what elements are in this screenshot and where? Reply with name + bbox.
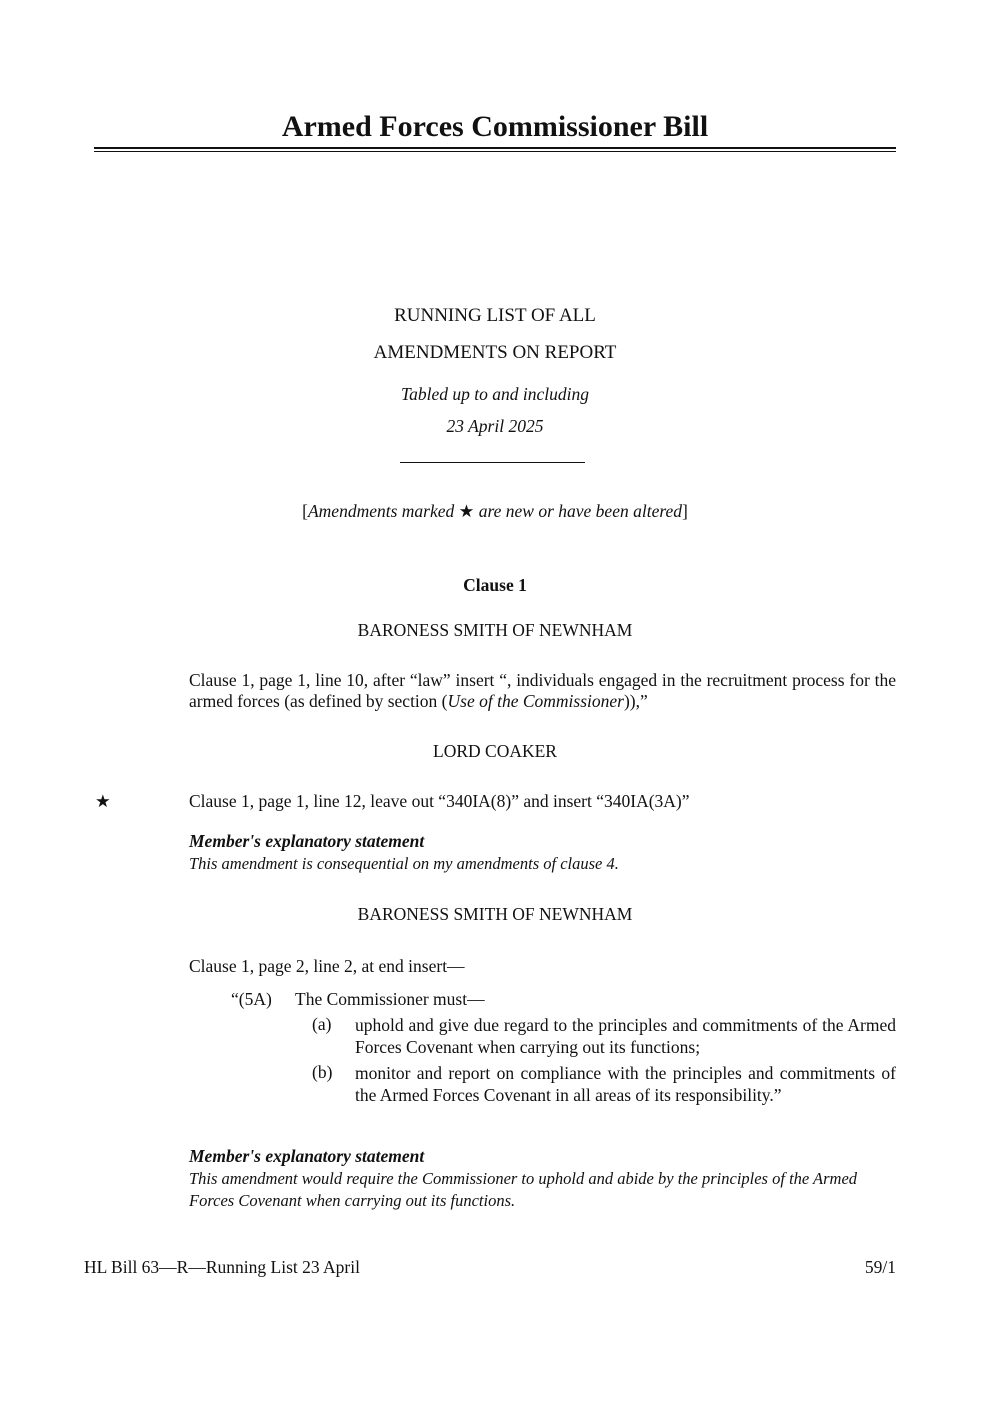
member-name: BARONESS SMITH OF NEWNHAM — [357, 904, 633, 924]
statement-heading: Member's explanatory statement — [189, 831, 425, 851]
amendment-text: Clause 1, page 1, line 10, after “law” insert “, individuals engaged in the recruitment process for the armed forces (as defined by section (Use of the Commissioner)),” — [189, 670, 896, 711]
amendment-text: Clause 1, page 1, line 12, leave out “340IA(8)” and insert “340IA(3A)” — [189, 791, 690, 811]
title-rule-thin — [94, 151, 896, 152]
item-label: (b) — [312, 1062, 333, 1082]
explanatory-statement: This amendment would require the Commissioner to uphold and abide by the principles of the Armed Forces Covenant when carrying out its functions. — [189, 1169, 858, 1210]
divider — [400, 462, 585, 463]
tabled-text: Tabled up to and including — [401, 384, 589, 404]
star-icon: ★ — [95, 791, 111, 811]
subsection-label: “(5A) — [231, 989, 272, 1009]
statement-heading: Member's explanatory statement — [189, 1146, 425, 1166]
clause-heading: Clause 1 — [463, 575, 527, 595]
footer-page-number: 59/1 — [864, 1257, 896, 1277]
amendment-text: Clause 1, page 2, line 2, at end insert— — [189, 956, 465, 976]
item-text: uphold and give due regard to the principles and commitments of the Armed Forces Covenant when carrying out its functions; — [355, 1015, 896, 1057]
member-name: LORD COAKER — [433, 741, 557, 761]
tabled-date: 23 April 2025 — [446, 416, 544, 436]
footer-bill-ref: HL Bill 63—R—Running List 23 April — [84, 1257, 360, 1277]
star-icon: ★ — [458, 501, 475, 521]
member-name: BARONESS SMITH OF NEWNHAM — [357, 620, 633, 640]
subsection-text: The Commissioner must— — [295, 989, 485, 1009]
notice: [Amendments marked ★ are new or have been altered] — [302, 501, 688, 521]
heading-line1: RUNNING LIST OF ALL — [394, 305, 596, 326]
explanatory-statement: This amendment is consequential on my amendments of clause 4. — [189, 854, 619, 873]
heading-line2: AMENDMENTS ON REPORT — [373, 342, 617, 363]
document-title: Armed Forces Commissioner Bill — [281, 110, 709, 143]
title-rule — [94, 147, 896, 149]
item-label: (a) — [312, 1014, 332, 1034]
item-text: monitor and report on compliance with the principles and commitments of the Armed Forces Covenant in all areas of its responsibility.” — [355, 1063, 896, 1105]
